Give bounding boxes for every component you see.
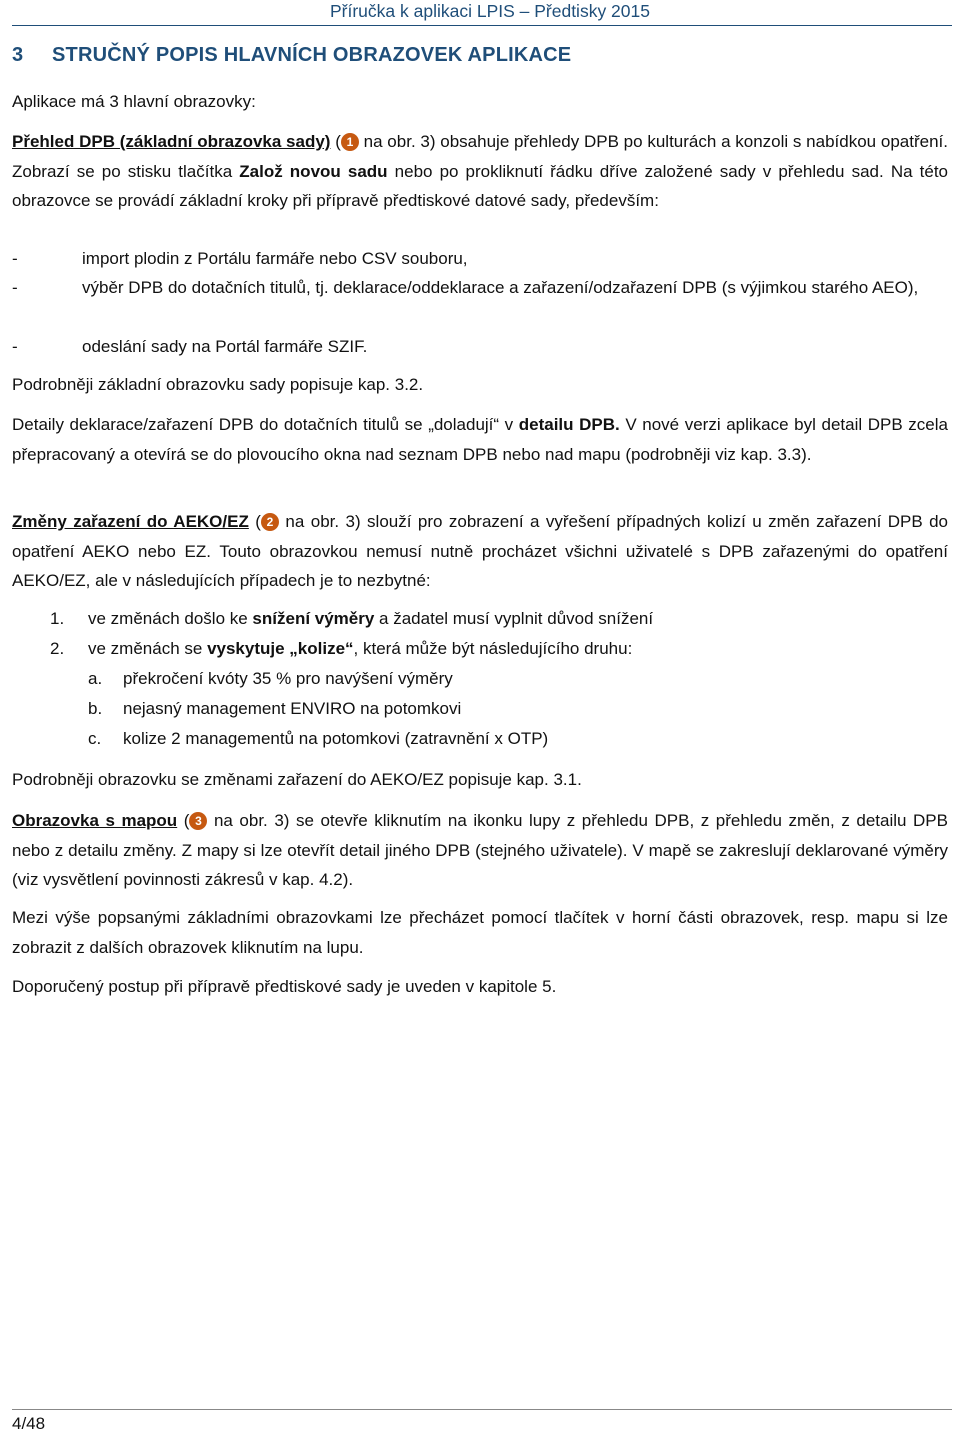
nav-note: Mezi výše popsanými základními obrazovkami lze přecházet pomocí tlačítek v horní části obrazovek, resp. mapu si lze zobrazit z dalších obrazovek kliknutím na lupu.	[12, 908, 948, 957]
sublist-item: překročení kvóty 35 % pro navýšení výměry	[123, 669, 453, 688]
item-text: , která může být následujícího druhu:	[353, 639, 633, 658]
paren-open: (	[255, 512, 261, 531]
numbered-num: 1.	[50, 609, 65, 628]
prehled-dpb-title: Přehled DPB (základní obrazovka sady)	[12, 132, 331, 151]
details-text-2: V nové verzi aplikace byl detail DPB zcela přepracovaný a otevírá se do plovoucího okna nad seznam DPB nebo nad mapu (podrobněji viz kap. 3.3).	[12, 415, 948, 464]
list-item: import plodin z Portálu farmáře nebo CSV souboru,	[82, 249, 468, 268]
footer-rule	[12, 1409, 952, 1410]
dash-bullet: -	[12, 278, 18, 297]
running-header: Příručka k aplikaci LPIS – Předtisky 2015	[329, 1, 650, 21]
paragraph-mapa	[12, 806, 948, 895]
mapa-text: na obr. 3) se otevře kliknutím na ikonku lupy z přehledu DPB, z přehledu změn, z detailu DPB nebo z detailu změny. Z mapy si lze otevřít detail jiného DPB (stejného uživatele). V mapě se zakreslují deklarované výměry (viz vysvětlení povinnosti zákresů v kap. 4.2).	[12, 811, 948, 889]
section-title: STRUČNÝ POPIS HLAVNÍCH OBRAZOVEK APLIKACE	[52, 44, 572, 66]
prehled-text-1: na obr. 3) obsahuje přehledy DPB po kulturách a konzoli s nabídkou opatření. Zobrazí se po stisku tlačítka	[12, 132, 948, 181]
badge-3-icon: 3	[189, 812, 207, 830]
mapa-title: Obrazovka s mapou	[12, 811, 178, 830]
sublist-num: a.	[88, 669, 103, 688]
paragraph-prehled-dpb	[12, 127, 948, 216]
item-text: a žadatel musí vyplnit důvod snížení	[374, 609, 654, 628]
s1-note: Podrobněji základní obrazovku sady popisuje kap. 3.2.	[12, 375, 424, 394]
sublist-num: b.	[88, 699, 103, 718]
numbered-num: 2.	[50, 639, 65, 658]
paren-open: (	[183, 811, 190, 830]
dash-bullet: -	[12, 249, 18, 268]
item-bold: snížení výměry	[252, 609, 375, 628]
section-heading	[12, 44, 948, 67]
dash-bullet: -	[12, 337, 18, 356]
zmeny-title: Změny zařazení do AEKO/EZ	[12, 512, 249, 531]
list-item: výběr DPB do dotačních titulů, tj. deklarace/oddeklarace a zařazení/odzařazení DPB (s výjimkou starého AEO),	[82, 278, 919, 297]
s2-note: Podrobněji obrazovku se změnami zařazení do AEKO/EZ popisuje kap. 3.1.	[12, 770, 582, 789]
intro-paragraph: Aplikace má 3 hlavní obrazovky:	[12, 92, 256, 111]
numbered-item	[88, 634, 632, 664]
detail-dpb-label: detailu DPB.	[518, 415, 620, 434]
prehled-text-2: nebo po prokliknutí řádku dříve založené sady v přehledu sad. Na této obrazovce se provádí základní kroky při přípravě předtiskové datové sady, především:	[12, 161, 948, 210]
recommend-note: Doporučený postup při přípravě předtiskové sady je uveden v kapitole 5.	[12, 977, 557, 996]
item-text: ve změnách došlo ke	[88, 609, 253, 628]
paren-open: (	[335, 132, 341, 151]
paragraph-details	[12, 410, 948, 469]
list-item: odeslání sady na Portál farmáře SZIF.	[82, 337, 368, 356]
sublist-item: nejasný management ENVIRO na potomkovi	[123, 699, 462, 718]
page-number: 4/48	[12, 1414, 46, 1433]
section-number: 3	[12, 44, 24, 66]
zaloz-novou-sadu-label: Založ novou sadu	[239, 161, 388, 181]
item-bold: vyskytuje „kolize“	[207, 639, 354, 658]
badge-2-icon: 2	[261, 513, 279, 531]
paragraph-zmeny	[12, 507, 948, 596]
header-rule	[12, 25, 952, 26]
badge-1-icon: 1	[341, 133, 359, 151]
details-text-1: Detaily deklarace/zařazení DPB do dotačních titulů se „doladují“ v	[12, 415, 514, 434]
numbered-item	[88, 604, 653, 634]
sublist-num: c.	[88, 729, 102, 748]
zmeny-text: na obr. 3) slouží pro zobrazení a vyřešení případných kolizí u změn zařazení DPB do opatření AEKO nebo EZ. Touto obrazovkou nemusí nutně procházet všichni uživatelé s DPB zařazenými do opatření AEKO/EZ, ale v následujících případech je to nezbytné:	[12, 512, 949, 590]
sublist-item: kolize 2 managementů na potomkovi (zatravnění x OTP)	[123, 729, 549, 748]
item-text: ve změnách se	[88, 639, 208, 658]
